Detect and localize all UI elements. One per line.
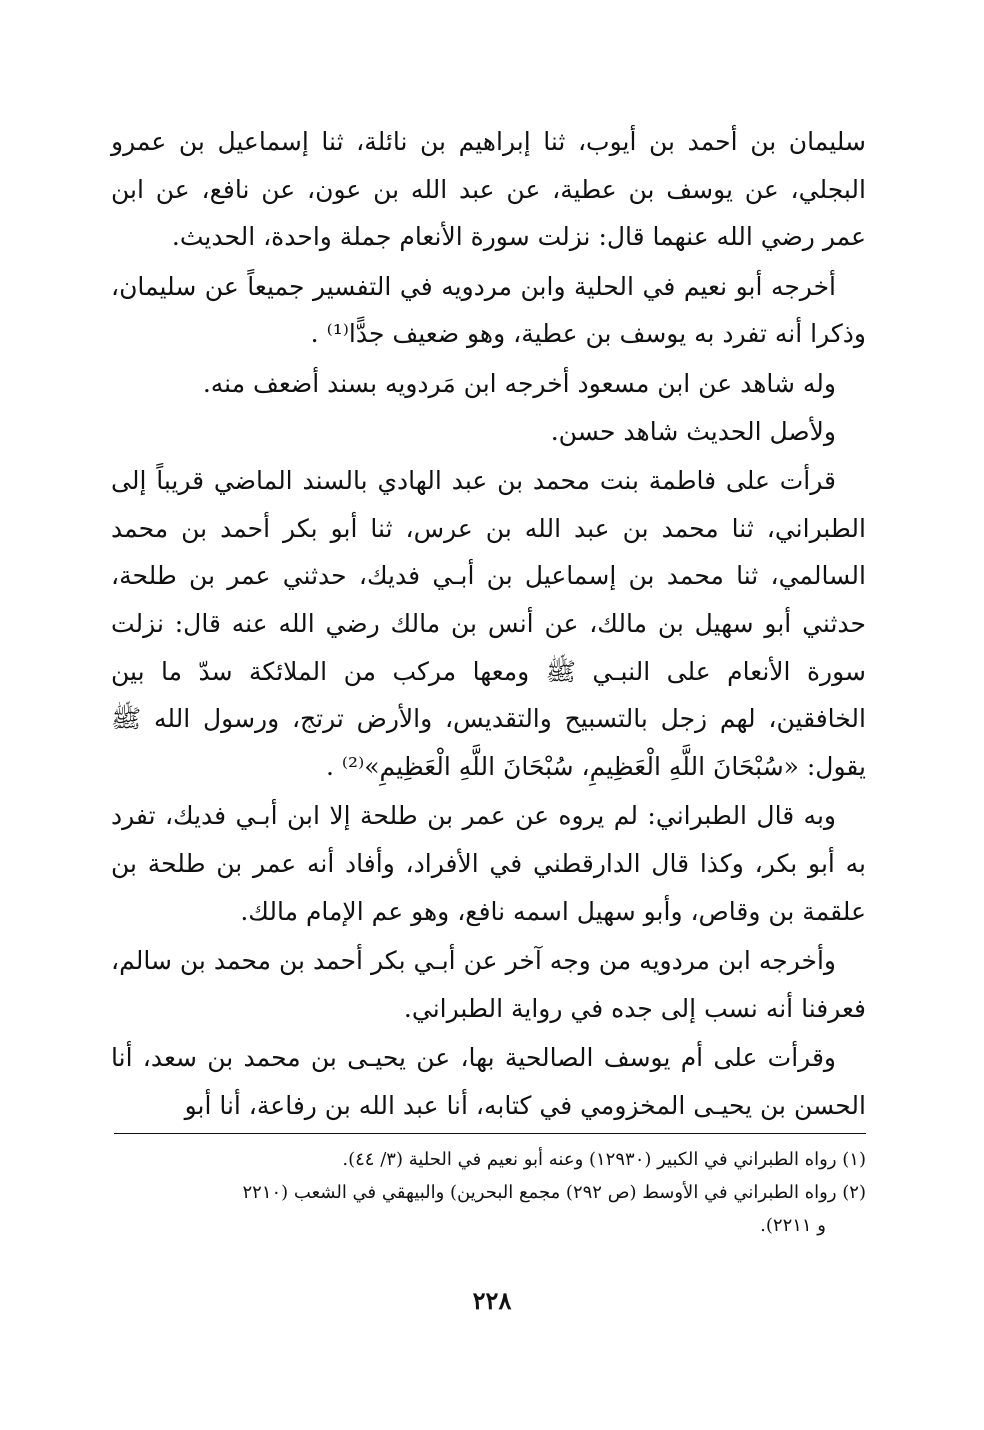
paragraph-3: وله شاهد عن ابن مسعود أخرجه ابن مَردويه بسند أضعف منه.: [202, 368, 836, 398]
footnotes: [111, 1143, 866, 1242]
main-text: [111, 118, 866, 1129]
footnote-2-continuation: و ٢٢١١).: [760, 1215, 826, 1236]
paragraph-5: قرأت على فاطمة بنت محمد بن عبد الهادي بالسند الماضي قريباً إلى الطبراني، ثنا محمد بن عبد الله بن عرس، ثنا أبو بكر أحمد بن محمد السالمي، ثنا محمد بن إسماعيل بن أبـي فديك، حدثني عمر بن طلحة، حدثني أبو سهيل بن مالك، عن أنس بن مالك رضي الله عنه قال: نزلت سورة الأنعام على النبـي ﷺ ومعها مركب من الملائكة سدّ ما بين الخافقين، لهم زجل بالتسبيح والتقديس، والأرض ترتج، ورسول الله ﷺ يقول: «سُبْحَانَ اللَّهِ الْعَظِيمِ، سُبْحَانَ اللَّهِ الْعَظِيمِ»⁽²⁾ .: [111, 466, 866, 781]
paragraph-8: وقرأت على أم يوسف الصالحية بها، عن يحيـى بن محمد بن سعد، أنا الحسن بن يحيـى المخزومي في كتابه، أنا عبد الله بن رفاعة، أنا أبو: [111, 1043, 866, 1120]
paragraph-6: وبه قال الطبراني: لم يروه عن عمر بن طلحة إلا ابن أبـي فديك، تفرد به أبو بكر، وكذا قال الدارقطني في الأفراد، وأفاد أنه عمر بن طلحة بن علقمة بن وقاص، وأبو سهيل اسمه نافع، وهو عم الإمام مالك.: [111, 801, 866, 926]
page-number: ٢٢٨: [472, 1286, 512, 1315]
paragraph-1: سليمان بن أحمد بن أيوب، ثنا إبراهيم بن نائلة، ثنا إسماعيل بن عمرو البجلي، عن يوسف بن عطية، عن عبد الله بن عون، عن نافع، عن ابن عمر رضي الله عنهما قال: نزلت سورة الأنعام جملة واحدة، الحديث.: [111, 127, 866, 252]
footnote-divider: [114, 1133, 866, 1134]
paragraph-2: أخرجه أبو نعيم في الحلية وابن مردويه في التفسير جميعاً عن سليمان، وذكرا أنه تفرد به يوسف بن عطية، وهو ضعيف جدًّا⁽¹⁾ .: [111, 271, 866, 349]
footnote-1: (١) رواه الطبراني في الكبير (١٢٩٣٠) وعنه أبو نعيم في الحلية (٣/ ٤٤).: [342, 1149, 866, 1170]
paragraph-4: ولأصل الحديث شاهد حسن.: [550, 416, 836, 446]
paragraph-7: وأخرجه ابن مردويه من وجه آخر عن أبـي بكر أحمد بن محمد بن سالم، فعرفنا أنه نسب إلى جده في رواية الطبراني.: [111, 946, 866, 1023]
footnote-2: (٢) رواه الطبراني في الأوسط (ص ٢٩٢) مجمع البحرين) والبيهقي في الشعب (٢٢١٠: [242, 1182, 866, 1203]
